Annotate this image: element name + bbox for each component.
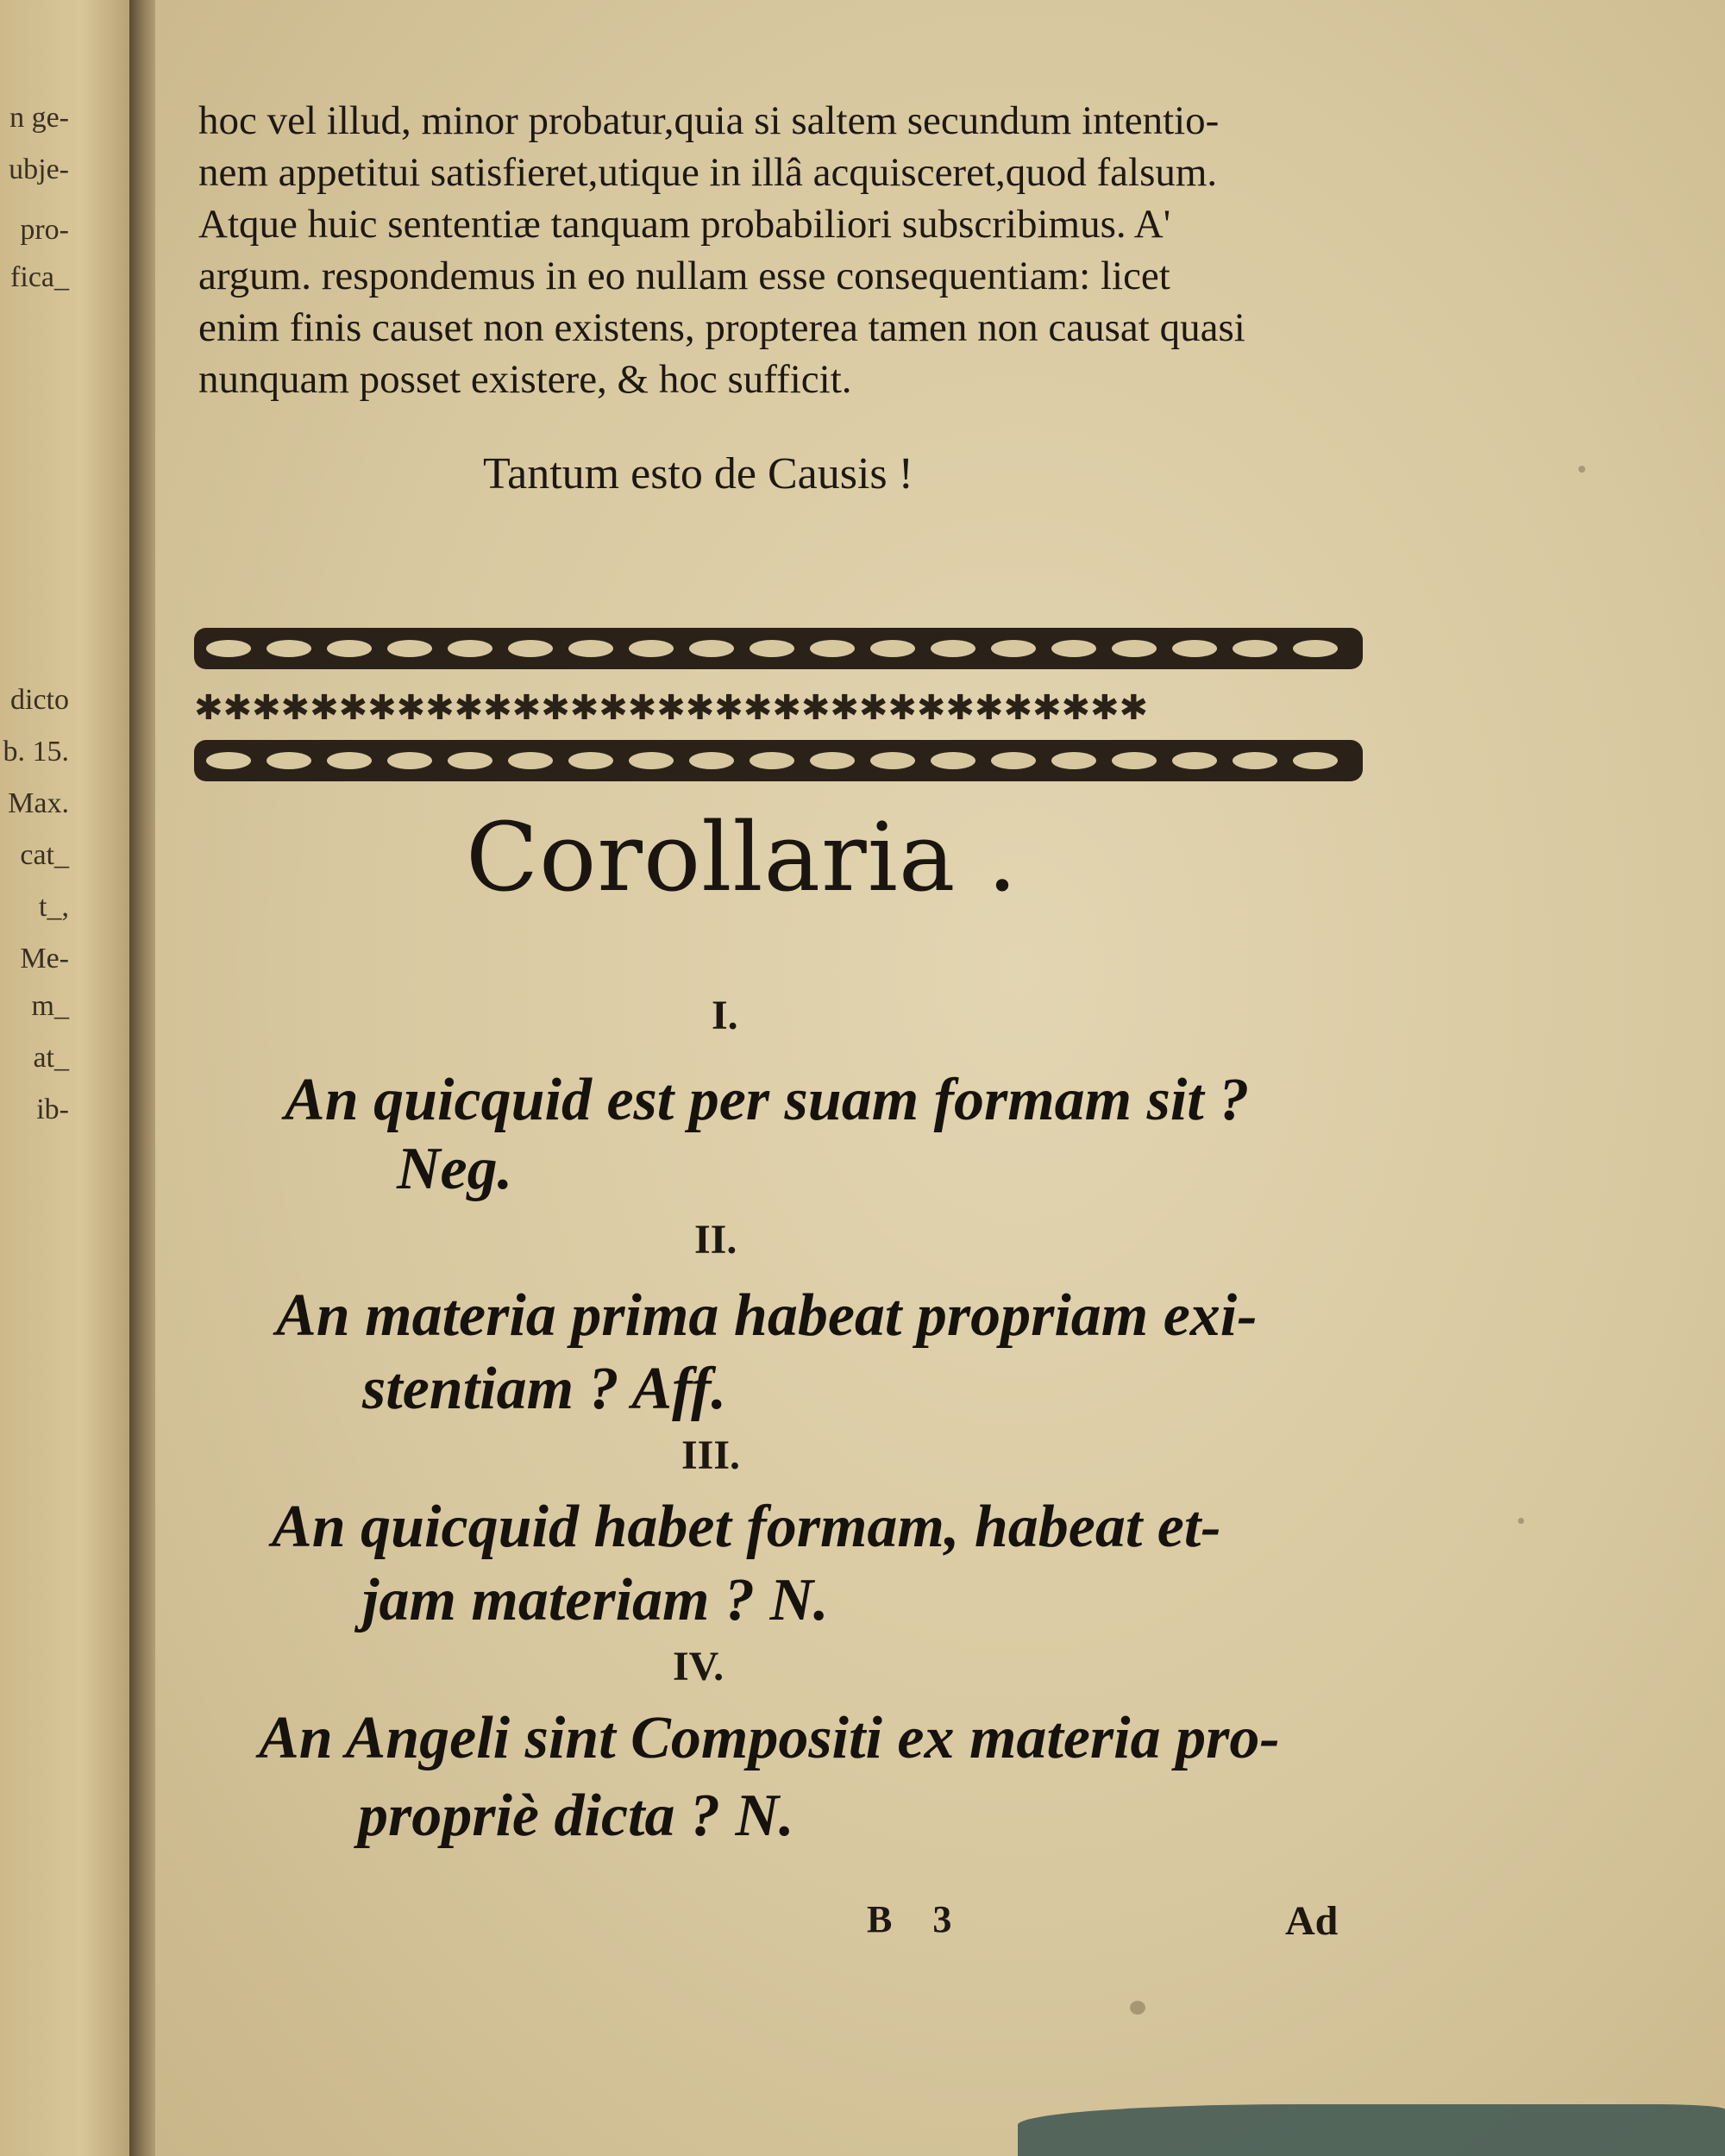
margin-fragment: Max. bbox=[8, 787, 69, 819]
margin-fragment: cat_ bbox=[20, 839, 69, 871]
margin-fragment: Me- bbox=[20, 943, 69, 975]
corollary-answer: jam materiam ? N. bbox=[362, 1567, 829, 1633]
svg-text:✱✱✱✱✱✱✱✱✱✱✱✱✱✱✱✱✱✱✱✱✱✱✱✱✱✱✱✱✱✱: ✱✱✱✱✱✱✱✱✱✱✱✱✱✱✱✱✱✱✱✱✱✱✱✱✱✱✱✱✱✱✱✱✱ bbox=[194, 688, 1149, 728]
ornament-stars bbox=[194, 688, 1148, 728]
corollary-answer: propriè dicta ? N. bbox=[358, 1783, 794, 1849]
corollary-numeral: III. bbox=[681, 1432, 741, 1478]
ornamental-border bbox=[194, 628, 1363, 783]
body-line: nem appetitui satisfieret,utique in illâ acquisceret,quod falsum. bbox=[198, 150, 1218, 195]
margin-fragment: dicto bbox=[10, 684, 69, 716]
corollary-numeral: II. bbox=[694, 1217, 737, 1263]
body-line: Atque huic sententiæ tanquam probabiliori subscribimus. A' bbox=[198, 202, 1171, 247]
margin-fragment: m_ bbox=[31, 990, 69, 1022]
paper-stain bbox=[1578, 466, 1585, 473]
binding-edge bbox=[1018, 2104, 1725, 2156]
margin-fragment: pro- bbox=[20, 214, 69, 246]
margin-fragment: at_ bbox=[33, 1042, 69, 1074]
body-line: argum. respondemus in eo nullam esse consequentiam: licet bbox=[198, 254, 1170, 298]
catchword: Ad bbox=[1285, 1898, 1339, 1944]
left-facing-page bbox=[0, 0, 147, 2156]
body-line: enim finis causet non existens, propterea tamen non causat quasi bbox=[198, 305, 1245, 350]
margin-fragment: t_, bbox=[39, 891, 69, 923]
paper-stain bbox=[1130, 2001, 1145, 2015]
margin-fragment: ib- bbox=[36, 1094, 69, 1125]
margin-fragment: fica_ bbox=[10, 261, 69, 293]
margin-fragment: n ge- bbox=[9, 102, 69, 134]
body-line: hoc vel illud, minor probatur,quia si saltem secundum intentio- bbox=[198, 98, 1220, 143]
corollary-question: An Angeli sint Compositi ex materia pro- bbox=[259, 1705, 1280, 1771]
corollary-numeral: I. bbox=[712, 993, 738, 1038]
corollary-answer: stentiam ? Aff. bbox=[362, 1356, 726, 1422]
corollary-answer: Neg. bbox=[397, 1136, 513, 1202]
margin-fragment: ubje- bbox=[9, 154, 69, 185]
section-heading: Corollaria . bbox=[466, 802, 1019, 912]
corollary-question: An quicquid habet formam, habeat et- bbox=[272, 1494, 1221, 1560]
signature-mark: B 3 bbox=[867, 1898, 968, 1940]
body-line: nunquam posset existere, & hoc sufficit. bbox=[198, 357, 852, 402]
margin-fragment: b. 15. bbox=[3, 736, 69, 768]
paper-stain bbox=[1518, 1518, 1524, 1524]
body-text bbox=[198, 95, 1380, 405]
corollary-numeral: IV. bbox=[673, 1644, 724, 1689]
corollary-question: An materia prima habeat propriam exi- bbox=[276, 1282, 1258, 1349]
corollary-question: An quicquid est per suam formam sit ? bbox=[285, 1067, 1250, 1133]
conclusion-line: Tantum esto de Causis ! bbox=[483, 449, 913, 498]
